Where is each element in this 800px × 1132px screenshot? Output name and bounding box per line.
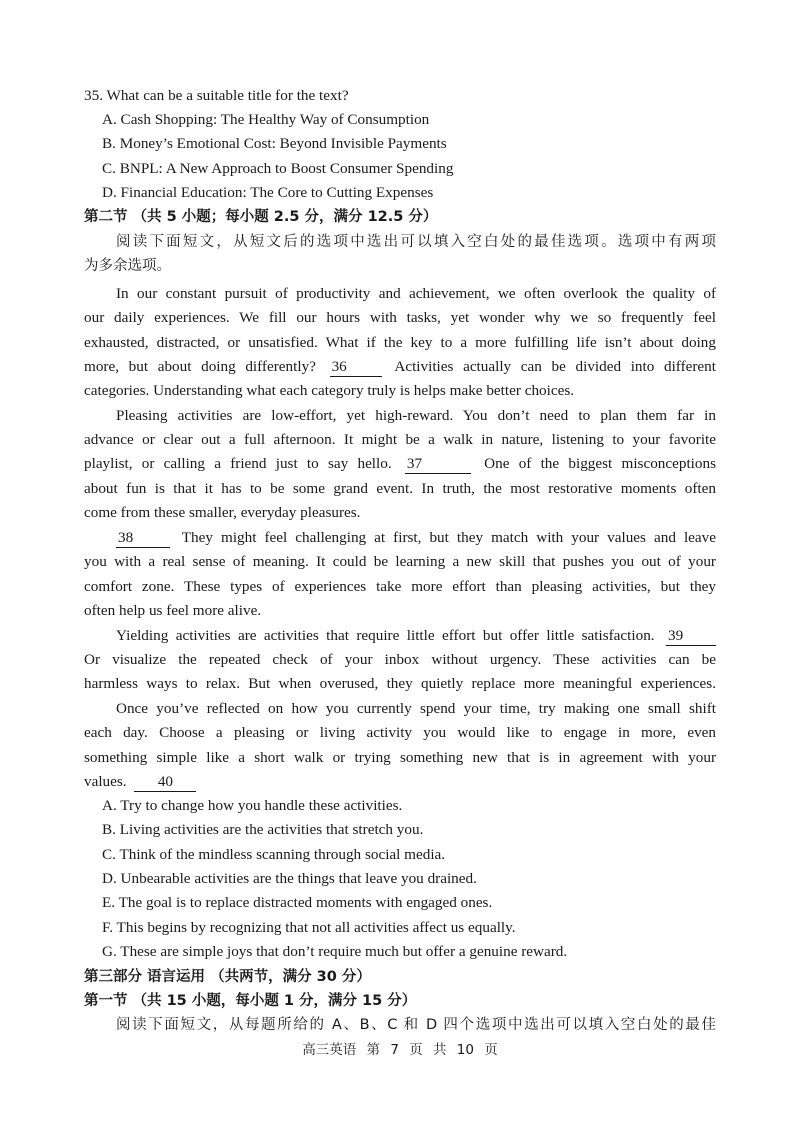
passage-p2-line3 — [84, 452, 716, 476]
q35-option-b: B. Money’s Emotional Cost: Beyond Invisible Payments — [102, 135, 447, 152]
passage-p1-line4 — [84, 355, 716, 379]
option-g: G. These are simple joys that don’t require much but offer a genuine reward. — [102, 943, 568, 960]
option-d: D. Unbearable activities are the things that leave you drained. — [102, 870, 477, 887]
blank-40[interactable]: 40 — [134, 773, 196, 792]
passage-p5-line2: each day. Choose a pleasing or living activity you would like to engage in more, even — [84, 724, 716, 741]
passage-text: One of the biggest misconceptions — [484, 455, 716, 472]
part3-instruction: 阅读下面短文，从每题所给的 A、B、C 和 D 四个选项中选出可以填入空白处的最佳 — [116, 1017, 716, 1033]
passage-p1-line1: In our constant pursuit of productivity and achievement, we often overlook the quality of — [116, 285, 716, 302]
blank-36[interactable]: 36 — [330, 358, 382, 377]
page-footer: 高三英语 第 7 页 共 10 页 — [302, 1042, 498, 1058]
passage-p1-line2: our daily experiences. We fill our hours with tasks, yet wonder why we so frequently feel — [84, 309, 716, 326]
section2-instruction-line1: 阅读下面短文，从短文后的选项中选出可以填入空白处的最佳选项。选项中有两项 — [116, 234, 716, 250]
passage-p2-line1: Pleasing activities are low-effort, yet high-reward. You don’t need to plan them far in — [116, 407, 716, 424]
passage-text: playlist, or calling a friend just to say hello. — [84, 455, 392, 472]
q35-option-d: D. Financial Education: The Core to Cutting Expenses — [102, 184, 434, 201]
passage-p5-line4 — [84, 770, 716, 794]
blank-38[interactable]: 38 — [116, 529, 170, 548]
passage-p3-line2: you with a real sense of meaning. It could be learning a new skill that pushes you out of your — [84, 553, 716, 570]
passage-p3-line4: often help us feel more alive. — [84, 602, 262, 619]
passage-p1-line5: categories. Understanding what each category truly is helps make better choices. — [84, 382, 575, 399]
passage-p4-line3: harmless ways to relax. But when overused, they quietly replace more meaningful experiences. — [84, 675, 716, 692]
passage-text: more, but about doing differently? — [84, 358, 316, 375]
q35-option-c: C. BNPL: A New Approach to Boost Consumer Spending — [102, 160, 454, 177]
blank-37[interactable]: 37 — [405, 455, 471, 474]
passage-p2-line2: advance or clear out a full afternoon. It might be a walk in nature, listening to your favorite — [84, 431, 716, 448]
passage-p3-line1 — [116, 526, 716, 550]
part3-heading: 第三部分 语言运用 （共两节，满分 30 分） — [84, 969, 371, 985]
section2-heading: 第二节 （共 5 小题；每小题 2.5 分，满分 12.5 分） — [84, 209, 438, 225]
passage-text: values. — [84, 773, 127, 790]
q35-option-a: A. Cash Shopping: The Healthy Way of Consumption — [102, 111, 430, 128]
option-b: B. Living activities are the activities that stretch you. — [102, 821, 424, 838]
passage-p5-line1: Once you’ve reflected on how you currently spend your time, try making one small shift — [116, 700, 716, 717]
passage-p2-line5: come from these smaller, everyday pleasures. — [84, 504, 361, 521]
passage-p4-line2: Or visualize the repeated check of your inbox without urgency. These activities can be — [84, 651, 716, 668]
passage-p4-line1 — [116, 624, 716, 648]
passage-p5-line3: something simple like a short walk or trying something new that is in agreement with your — [84, 749, 716, 766]
option-f: F. This begins by recognizing that not all activities affect us equally. — [102, 919, 516, 936]
passage-text: Yielding activities are activities that require little effort but offer little satisfaction. — [116, 627, 655, 644]
blank-39[interactable]: 39 — [666, 627, 716, 646]
passage-p1-line3: exhausted, distracted, or unsatisfied. What if the key to a more fulfilling life isn’t about doing — [84, 334, 716, 351]
section2-instruction-line2: 为多余选项。 — [84, 258, 171, 274]
passage-text: They might feel challenging at first, but they match with your values and leave — [181, 529, 716, 546]
passage-text: Activities actually can be divided into different — [394, 358, 716, 375]
passage-p3-line3: comfort zone. These types of experiences take more effort than pleasing activities, but they — [84, 578, 716, 595]
option-c: C. Think of the mindless scanning through social media. — [102, 846, 446, 863]
question-35: 35. What can be a suitable title for the text? — [84, 87, 349, 104]
part3-section1-heading: 第一节 （共 15 小题，每小题 1 分，满分 15 分） — [84, 993, 417, 1009]
passage-p2-line4: about fun is that it has to be some grand event. In truth, the most restorative moments often — [84, 480, 716, 497]
option-a: A. Try to change how you handle these activities. — [102, 797, 403, 814]
option-e: E. The goal is to replace distracted moments with engaged ones. — [102, 894, 493, 911]
